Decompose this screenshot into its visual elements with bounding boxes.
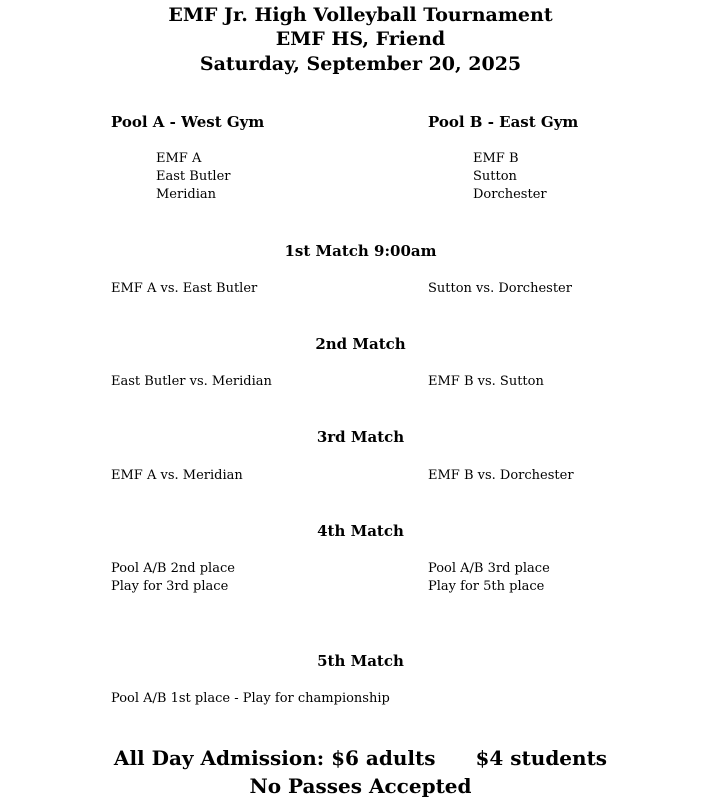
match-2-pool-a-game: East Butler vs. Meridian: [111, 374, 272, 389]
match-4-line: Play for 5th place: [428, 579, 545, 594]
pool-b-team-list: [473, 150, 547, 204]
pool-a-team: EMF A: [156, 151, 202, 166]
pool-a-title: Pool A - West Gym: [111, 113, 265, 131]
admission-prices: [0, 744, 721, 772]
pool-b-team: Sutton: [473, 169, 517, 184]
match-1-title: 1st Match 9:00am: [284, 242, 437, 260]
match-3-pool-a-game: EMF A vs. Meridian: [111, 468, 243, 483]
match-4-line: Pool A/B 3rd place: [428, 561, 550, 576]
admission-adults: $6 adults: [331, 746, 436, 770]
match-4-title: 4th Match: [317, 522, 404, 540]
event-title: EMF Jr. High Volleyball Tournament: [168, 4, 553, 26]
match-1-pool-a-game: EMF A vs. East Butler: [111, 281, 258, 296]
match-3-pool-b-game: EMF B vs. Dorchester: [428, 468, 574, 483]
event-location: EMF HS, Friend: [275, 28, 446, 50]
pool-a-team-list: [156, 150, 230, 204]
match-5-game: Pool A/B 1st place - Play for championship: [111, 691, 390, 706]
match-1-pool-b-game: Sutton vs. Dorchester: [428, 281, 572, 296]
admission-students: $4 students: [475, 746, 608, 770]
match-4-pool-a-block: [111, 560, 235, 596]
event-date: Saturday, September 20, 2025: [199, 53, 522, 75]
pool-a-team: Meridian: [156, 187, 216, 202]
match-2-title: 2nd Match: [315, 335, 406, 353]
pool-b-team: EMF B: [473, 151, 519, 166]
match-4-line: Pool A/B 2nd place: [111, 561, 235, 576]
admission-note: No Passes Accepted: [249, 774, 472, 798]
match-4-line: Play for 3rd place: [111, 579, 229, 594]
match-4-pool-b-block: [428, 560, 550, 596]
pool-a-team: East Butler: [156, 169, 231, 184]
pool-b-title: Pool B - East Gym: [428, 113, 579, 131]
admission-label: All Day Admission:: [113, 746, 325, 770]
match-3-title: 3rd Match: [316, 428, 405, 446]
pool-b-team: Dorchester: [473, 187, 547, 202]
match-5-title: 5th Match: [317, 652, 404, 670]
match-2-pool-b-game: EMF B vs. Sutton: [428, 374, 544, 389]
